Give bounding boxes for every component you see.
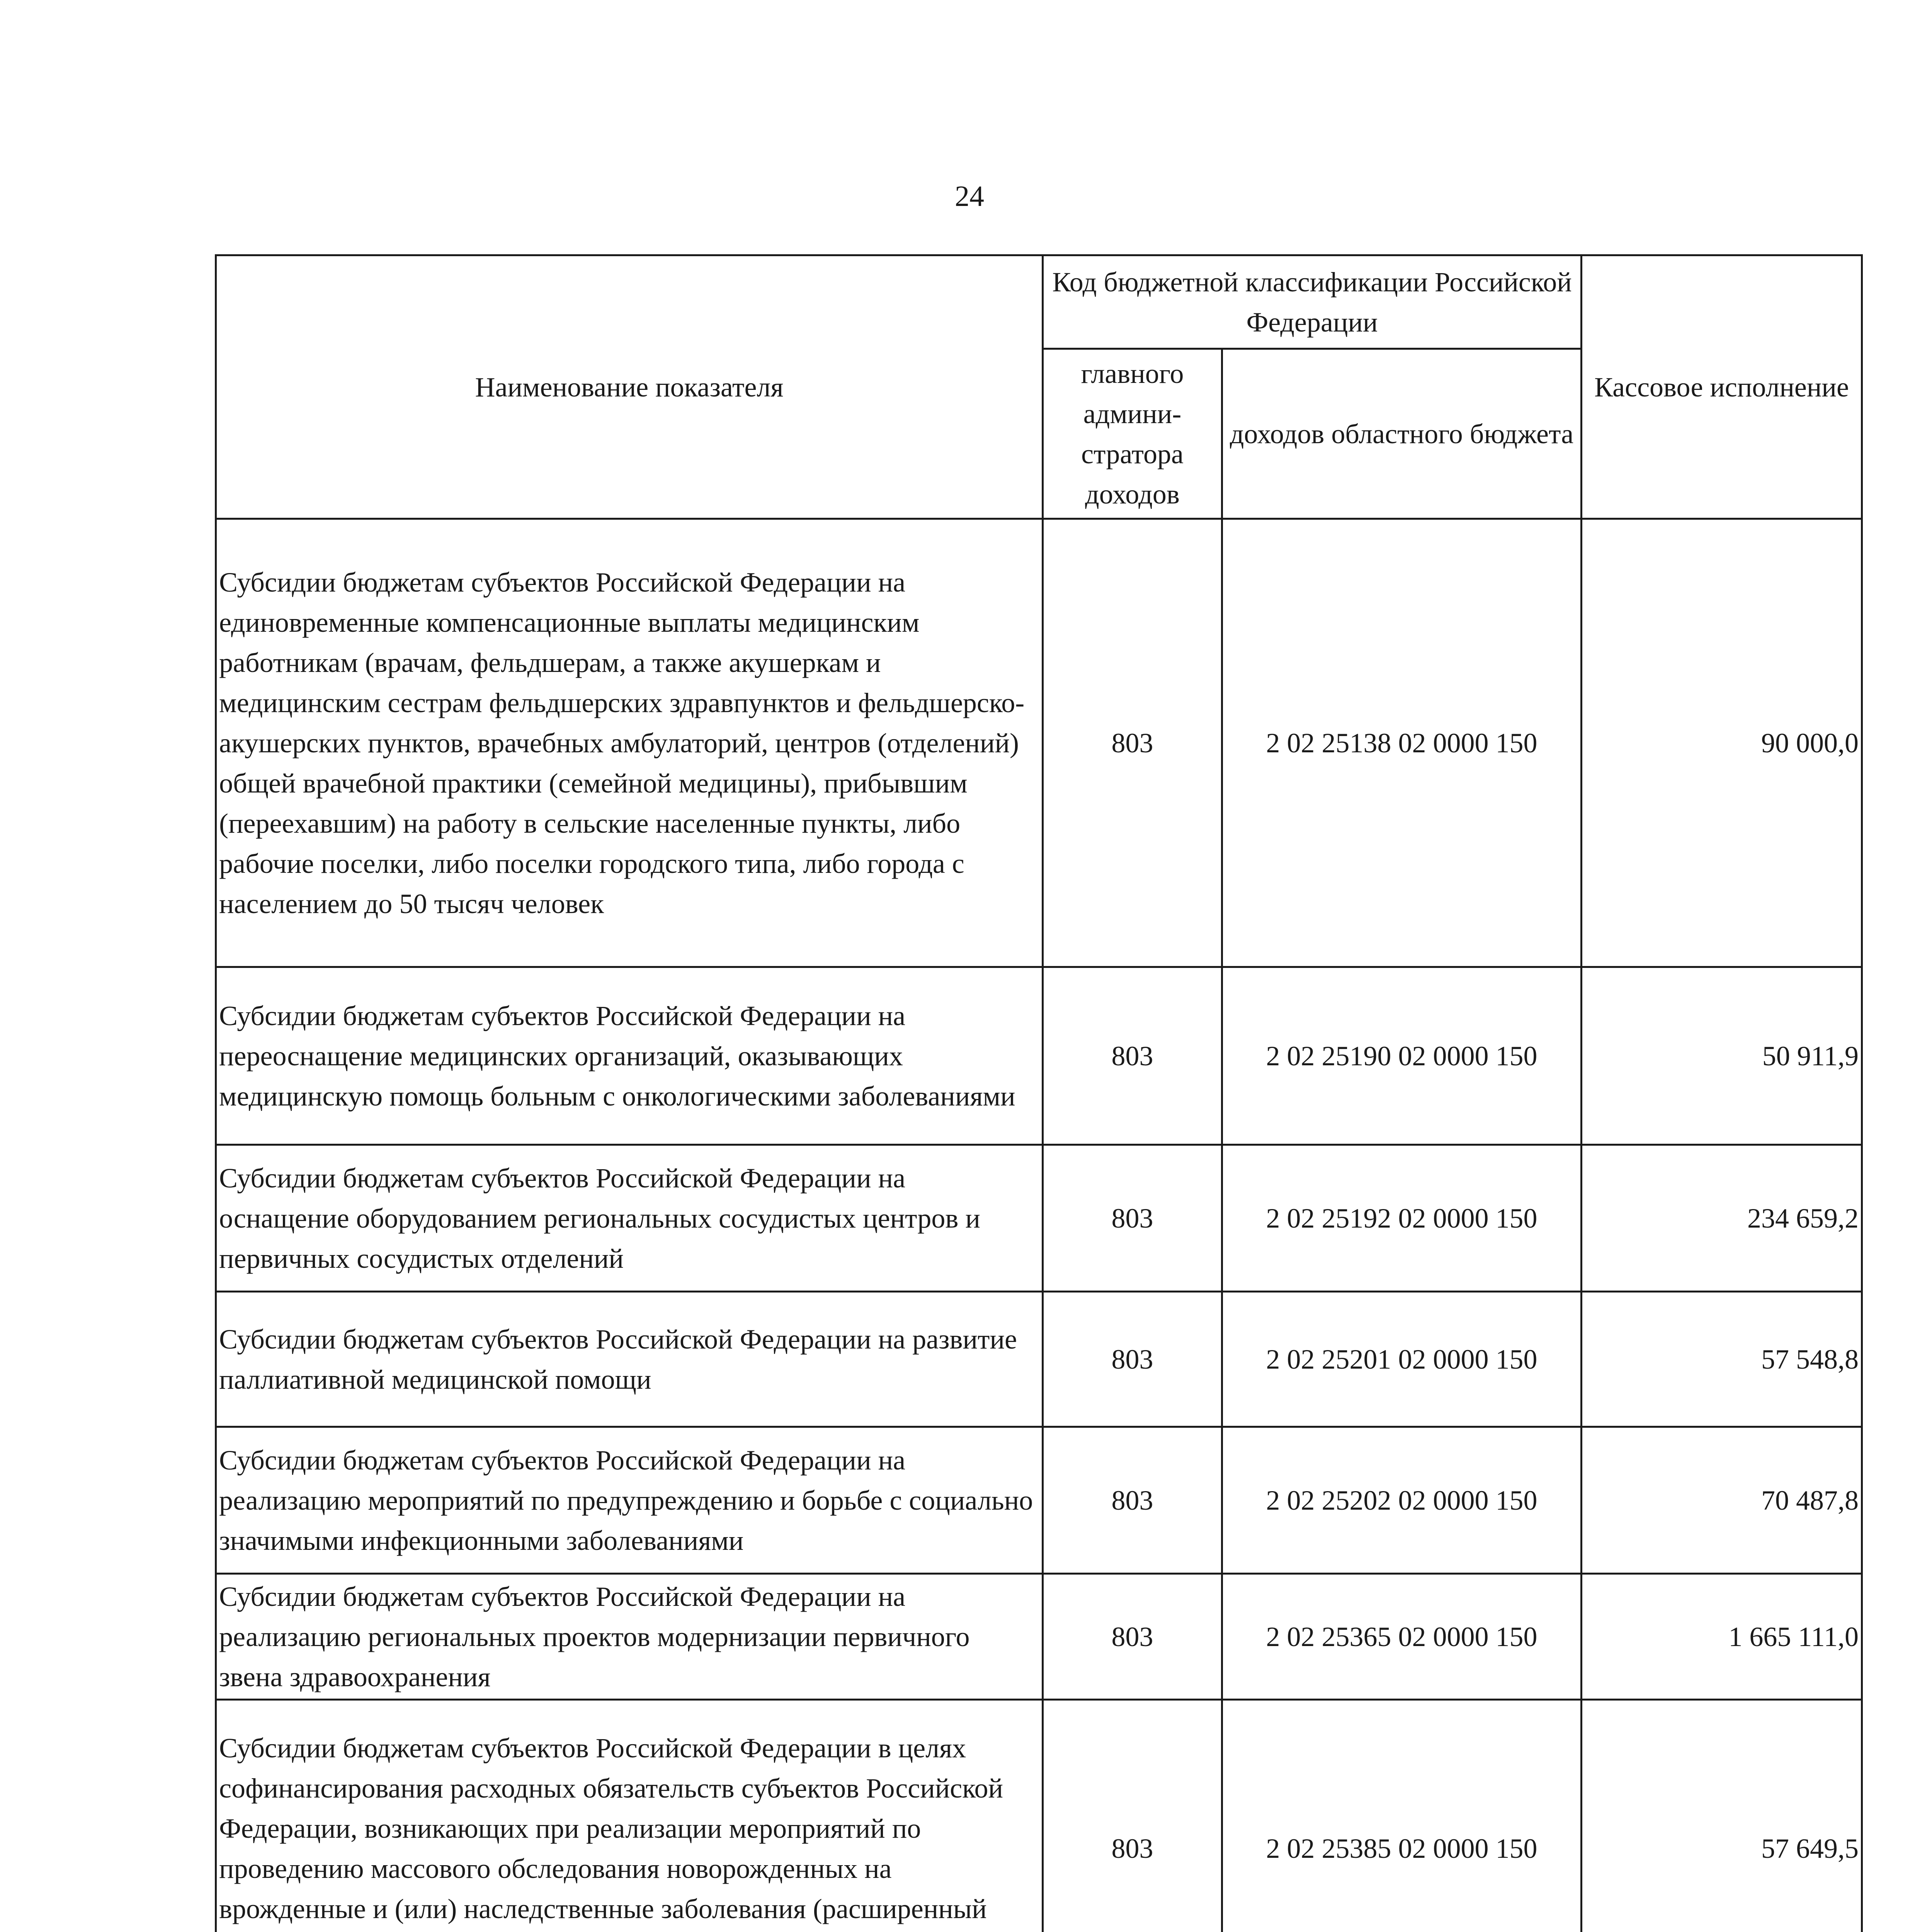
row-amount: 1 665 111,0 [1582,1574,1862,1700]
page-number: 24 [955,180,984,213]
row-name: Субсидии бюджетам субъектов Российской Федерации на развитие паллиативной медицинской помощи [216,1292,1043,1427]
table-row [216,1574,1862,1700]
row-name: Субсидии бюджетам субъектов Российской Федерации на реализацию региональных проектов модернизации первичного звена здравоохранения [216,1574,1043,1700]
row-amount: 234 659,2 [1582,1145,1862,1292]
row-name: Субсидии бюджетам субъектов Российской Федерации на реализацию мероприятий по предупреждению и борьбе с социально значимыми инфекционными заболеваниями [216,1427,1043,1574]
row-name: Субсидии бюджетам субъектов Российской Федерации на оснащение оборудованием региональных сосудистых центров и первичных сосудистых отделений [216,1145,1043,1292]
revenue-table [215,254,1863,1932]
row-name: Субсидии бюджетам субъектов Российской Федерации в целях софинансирования расходных обязательств субъектов Российской Федерации, возникающих при реализации мероприятий по проведению массового обследования новорожденных на врожденные и (или) наследственные заболевания (расширенный [216,1700,1043,1932]
row-income-code: 2 02 25385 02 0000 150 [1222,1700,1582,1932]
header-regional-budget-income: доходов областного бюджета [1222,349,1582,519]
row-income-code: 2 02 25190 02 0000 150 [1222,967,1582,1145]
row-income-code: 2 02 25365 02 0000 150 [1222,1574,1582,1700]
row-amount: 57 548,8 [1582,1292,1862,1427]
row-admin-code: 803 [1043,967,1222,1145]
row-amount: 50 911,9 [1582,967,1862,1145]
row-name: Субсидии бюджетам субъектов Российской Федерации на единовременные компенсационные выплаты медицинским работникам (врачам, фельдшерам, а также акушеркам и медицинским сестрам фельдшерских здравпунктов и фельдшерско-акушерских пунктов, врачебных амбулаторий, центров (отделений) общей врачебной практики (семейной медицины), прибывшим (переехавшим) на работу в сельские населенные пункты, либо рабочие поселки, либо поселки городского типа, либо города с населением до 50 тысяч человек [216,519,1043,967]
row-income-code: 2 02 25138 02 0000 150 [1222,519,1582,967]
row-income-code: 2 02 25201 02 0000 150 [1222,1292,1582,1427]
table-row [216,967,1862,1145]
table-row [216,1145,1862,1292]
header-chief-administrator: главного админи-стратора доходов [1043,349,1222,519]
table-row [216,1700,1862,1932]
row-name: Субсидии бюджетам субъектов Российской Федерации на переоснащение медицинских организаций, оказывающих медицинскую помощь больным с онкологическими заболеваниями [216,967,1043,1145]
header-budget-classification-code: Код бюджетной классификации Российской Федерации [1043,255,1582,349]
table-row [216,519,1862,967]
header-indicator-name: Наименование показателя [216,255,1043,519]
row-amount: 70 487,8 [1582,1427,1862,1574]
row-income-code: 2 02 25192 02 0000 150 [1222,1145,1582,1292]
row-income-code: 2 02 25202 02 0000 150 [1222,1427,1582,1574]
row-admin-code: 803 [1043,1292,1222,1427]
row-admin-code: 803 [1043,1427,1222,1574]
table-row [216,1292,1862,1427]
row-admin-code: 803 [1043,519,1222,967]
header-cash-execution: Кассовое исполнение [1582,255,1862,519]
row-amount: 57 649,5 [1582,1700,1862,1932]
row-admin-code: 803 [1043,1145,1222,1292]
table-row [216,1427,1862,1574]
row-admin-code: 803 [1043,1700,1222,1932]
row-admin-code: 803 [1043,1574,1222,1700]
row-amount: 90 000,0 [1582,519,1862,967]
